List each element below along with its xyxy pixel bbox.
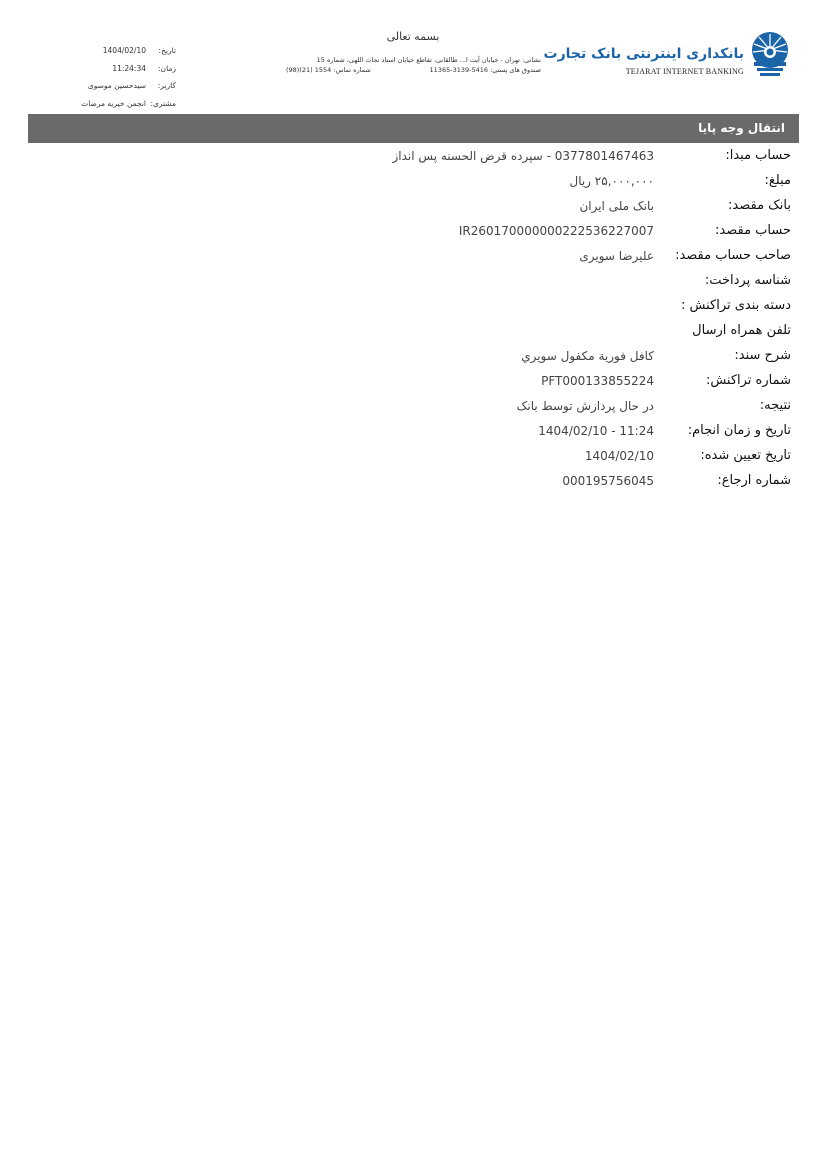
detail-value: بانک ملی ایران [579, 198, 654, 213]
basmala: بسمه تعالی [386, 30, 440, 43]
detail-label: شناسه پرداخت: [704, 273, 791, 288]
detail-label: حساب مقصد: [715, 223, 791, 238]
detail-label: شماره ارجاع: [717, 473, 791, 488]
detail-row-payment-id [28, 268, 799, 293]
detail-row-destination-account [28, 218, 799, 243]
detail-label: نتیجه: [759, 398, 791, 413]
address-text: نشانی: تهران - خیابان آیت ا... طالقانی، تقاطع خیابان استاد نجات اللهی، شماره 15 [316, 56, 541, 64]
detail-row-mobile [28, 318, 799, 343]
section-title-bar [28, 114, 799, 143]
detail-row-source-account [28, 143, 799, 168]
bank-emblem-icon [748, 30, 792, 80]
detail-label: بانک مقصد: [728, 198, 791, 213]
contact-row [286, 65, 541, 75]
detail-row-transaction-number [28, 368, 799, 393]
detail-row-transaction-category [28, 293, 799, 318]
detail-value: در حال پردازش توسط بانک [516, 398, 654, 413]
bank-name-en: TEJARAT INTERNET BANKING [625, 67, 744, 76]
detail-label: صاحب حساب مقصد: [675, 248, 791, 263]
detail-label: تلفن همراه ارسال [692, 323, 791, 338]
detail-value: کافل فوریة مکفول سویري [521, 348, 654, 363]
meta-user: کاربر: سیدحسین موسوی [87, 81, 176, 91]
page-title: انتقال وجه پایا [698, 121, 785, 135]
detail-label: دسته بندی تراکنش : [681, 298, 791, 313]
postal-box: صندوق های پستی: 5416-3139-11365 [429, 66, 541, 74]
detail-row-scheduled-date [28, 443, 799, 468]
phone-number: شماره تماس: (98)(21) 1554 [286, 66, 371, 74]
detail-row-execution-datetime [28, 418, 799, 443]
detail-row-description [28, 343, 799, 368]
meta-date: تاریخ: 1404/02/10 [102, 46, 176, 56]
report-meta [60, 42, 176, 112]
detail-value: 1404/02/10 - 11:24 [538, 423, 654, 438]
detail-value: 0377801467463 - سپرده قرض الحسنه پس انداز [392, 148, 654, 163]
bank-address [286, 55, 541, 75]
detail-label: مبلغ: [764, 173, 791, 188]
detail-label: شماره تراکنش: [705, 373, 791, 388]
detail-label: تاریخ تعیین شده: [700, 448, 791, 463]
detail-value: علیرضا سویری [579, 248, 654, 263]
meta-customer: مشتری: انجمن خیریه مرضات [81, 98, 176, 108]
detail-value: 1404/02/10 [584, 448, 654, 463]
detail-value: PFT000133855224 [541, 373, 654, 388]
detail-row-result [28, 393, 799, 418]
detail-row-account-holder [28, 243, 799, 268]
transfer-details [28, 143, 799, 493]
detail-value: IR260170000000222536227007 [458, 223, 654, 238]
bank-logo [543, 30, 796, 84]
meta-time: زمان: 11:24:34 [112, 63, 176, 73]
detail-label: شرح سند: [734, 348, 791, 363]
detail-label: حساب مبدا: [725, 148, 791, 163]
detail-value: ۲۵,۰۰۰,۰۰۰ ریال [569, 173, 654, 188]
detail-label: تاریخ و زمان انجام: [687, 423, 791, 438]
detail-row-destination-bank [28, 193, 799, 218]
address-row [286, 55, 541, 65]
detail-row-reference-number [28, 468, 799, 493]
document-header [0, 0, 826, 112]
detail-row-amount [28, 168, 799, 193]
detail-value: 000195756045 [562, 473, 654, 488]
bank-name: بانکداری اینترنتی بانک تجارت [543, 46, 744, 62]
